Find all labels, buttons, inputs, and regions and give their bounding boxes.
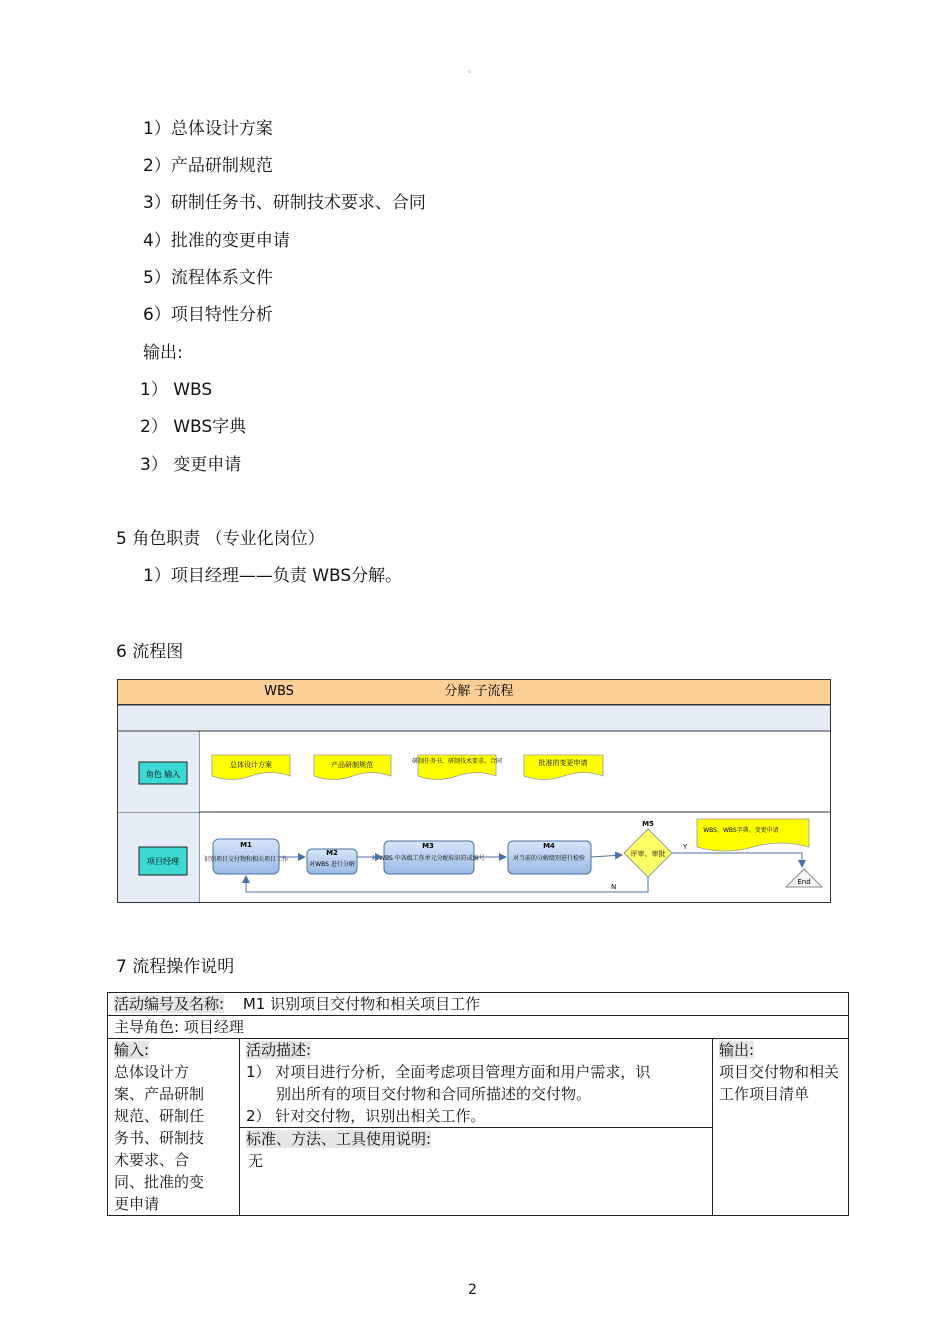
- output-label: 输出:: [143, 343, 183, 363]
- input-item: 6）项目特性分析: [143, 305, 273, 325]
- flowchart: [117, 679, 831, 903]
- activity-std-value: 无: [248, 1152, 264, 1170]
- activity-desc-item: 2） 针对交付物，识别出相关工作。: [246, 1107, 486, 1125]
- output-item: 2） WBS字典: [140, 417, 247, 437]
- activity-code-value: M1 识别项目交付物和相关项目工作: [242, 995, 481, 1013]
- input-item: 3）研制任务书、研制技术要求、合同: [143, 193, 426, 213]
- role-item: 1）项目经理——负责 WBS分解。: [143, 566, 403, 586]
- activity-role-row: [108, 1016, 849, 1039]
- step-text: 对 WBS 中各级工作单元分配标识符或编号: [371, 855, 485, 862]
- decision-text: 评审、审批: [630, 850, 666, 858]
- input-item: 1）总体设计方案: [143, 119, 273, 139]
- decision-id: M5: [642, 820, 654, 828]
- no-label: N: [611, 883, 617, 891]
- step-text: 识别项目交付物和相关项目工作: [203, 856, 289, 863]
- activity-output-cell: [713, 1039, 849, 1216]
- activity-role: 主导角色: 项目经理: [114, 1018, 244, 1036]
- step-text: 对WBS 进行分解: [309, 861, 355, 868]
- flow-title-left: WBS: [264, 684, 294, 699]
- lane2-label: 项目经理: [147, 857, 179, 866]
- end-label: End: [797, 878, 811, 886]
- section6-heading: 6 流程图: [116, 642, 184, 662]
- activity-desc-label: 活动描述:: [246, 1041, 312, 1059]
- section7-heading: 7 流程操作说明: [116, 957, 235, 977]
- top-mark: 。: [468, 65, 478, 75]
- input-item: 4）批准的变更申请: [143, 231, 290, 251]
- activity-output-label: 输出:: [719, 1041, 755, 1059]
- activity-input-text: 总体设计方案、产品研制规范、研制任务书、研制技术要求、合同、批准的变更申请: [114, 1063, 205, 1213]
- step-id: M3: [422, 842, 434, 850]
- output-item: 3） 变更申请: [140, 455, 242, 475]
- step-text: 对当前的分解级别进行检验: [512, 855, 586, 862]
- step-m3: [371, 841, 485, 874]
- step-m1: [204, 839, 288, 874]
- flow-subheader: [118, 705, 831, 731]
- activity-input-cell: [108, 1039, 240, 1216]
- input-item: 5）流程体系文件: [143, 268, 273, 288]
- doc-label: 产品研制规范: [331, 761, 373, 769]
- doc-label: 批准的变更申请: [538, 759, 588, 767]
- activity-std-label: 标准、方法、工具使用说明:: [246, 1130, 432, 1148]
- activity-output-text: 项目交付物和相关工作项目清单: [719, 1063, 840, 1103]
- doc-label: 研制任务书、研制技术要求、合同: [411, 758, 503, 765]
- activity-input-label: 输入:: [114, 1041, 150, 1059]
- step-id: M4: [543, 842, 555, 850]
- step-id: M2: [326, 849, 338, 857]
- step-m2: [307, 849, 357, 874]
- activity-code-label: 活动编号及名称:: [114, 995, 225, 1013]
- doc-label: 总体设计方案: [230, 761, 272, 769]
- yes-label: Y: [683, 843, 688, 851]
- output-doc-label: WBS、WBS字典、变更申请: [703, 827, 779, 834]
- page-number: 2: [468, 1282, 477, 1298]
- step-id: M1: [240, 841, 252, 849]
- activity-desc-cell: [240, 1039, 713, 1216]
- input-item: 2）产品研制规范: [143, 156, 273, 176]
- activity-code-row: [108, 993, 849, 1016]
- output-item: 1） WBS: [140, 380, 213, 400]
- activity-table: [107, 992, 849, 1216]
- step-m4: [508, 841, 591, 874]
- section5-heading: 5 角色职责 （专业化岗位）: [116, 529, 325, 549]
- lane1-label: 角色 输入: [145, 770, 181, 779]
- activity-desc-item: 1） 对项目进行分析，全面考虑项目管理方面和用户需求，识别出所有的项目交付物和合同所描述的交付物。: [246, 1063, 651, 1103]
- flow-title-right: 分解 子流程: [444, 684, 514, 699]
